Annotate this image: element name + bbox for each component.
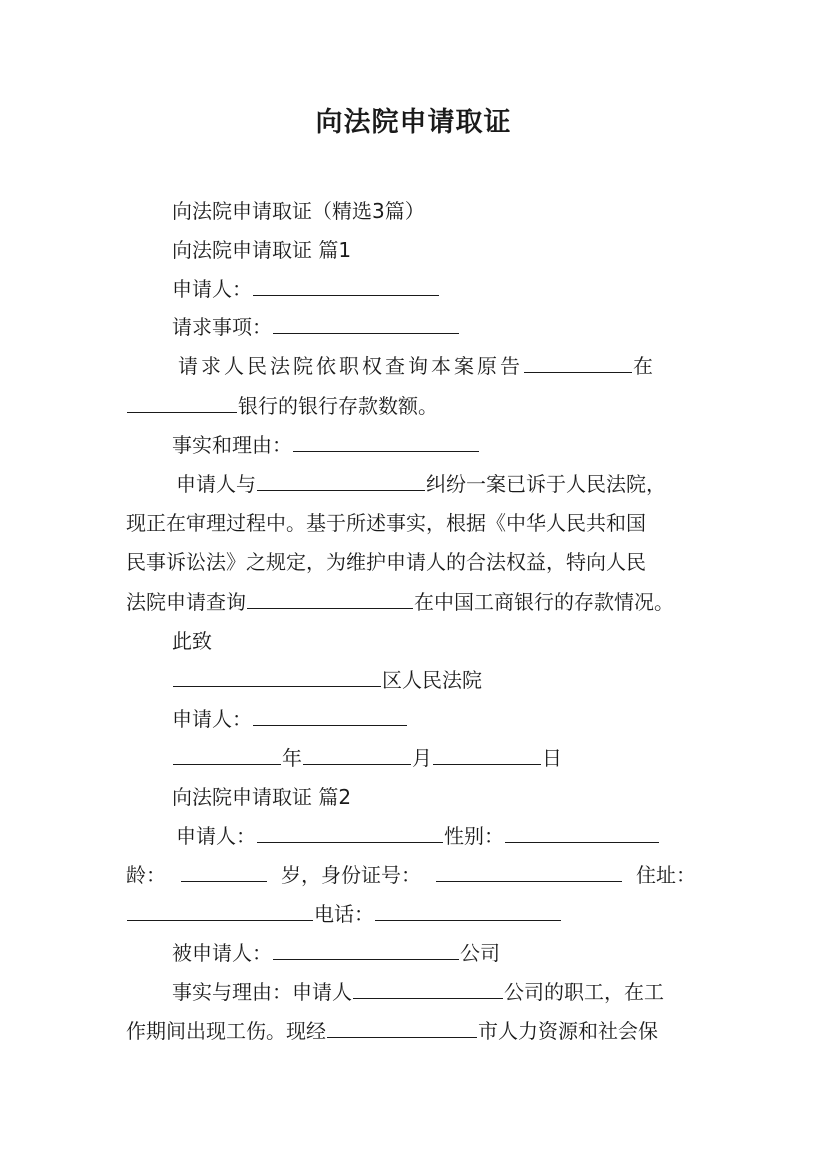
facts-line-2: 现正在审理过程中。基于所述事实，根据《中华人民共和国 bbox=[126, 511, 646, 535]
p2-facts-b: 公司的职工，在工 bbox=[504, 980, 664, 1004]
facts-line-1 bbox=[176, 471, 666, 497]
sign-label: 申请人： bbox=[172, 707, 252, 731]
facts-line-3: 民事诉讼法》之规定，为维护申请人的合法权益，特向人民 bbox=[126, 550, 646, 574]
party-blank bbox=[257, 471, 425, 491]
employer-blank bbox=[353, 979, 503, 999]
month-blank bbox=[303, 745, 411, 765]
sign-line bbox=[172, 706, 408, 732]
city-blank bbox=[327, 1018, 477, 1038]
p2-facts-line-2 bbox=[126, 1018, 658, 1044]
year-blank bbox=[173, 745, 281, 765]
facts-line4-a: 法院申请查询 bbox=[126, 590, 246, 614]
date-line bbox=[172, 745, 562, 771]
document-title: 向法院申请取证 bbox=[315, 107, 512, 138]
respondent-label: 被申请人： bbox=[172, 941, 272, 965]
bank-blank bbox=[127, 393, 237, 413]
applicant-line bbox=[172, 276, 440, 302]
p2-applicant-label: 申请人： bbox=[176, 824, 256, 848]
court-blank bbox=[173, 667, 381, 687]
p2-facts-a: 事实与理由：申请人 bbox=[172, 980, 352, 1004]
p2-facts-line-1 bbox=[172, 979, 664, 1005]
section-heading-1: 向法院申请取证 篇1 bbox=[172, 238, 352, 262]
court-label: 区人民法院 bbox=[382, 668, 482, 692]
facts-blank bbox=[293, 432, 479, 452]
bank-line bbox=[126, 393, 438, 419]
p2-applicant-line bbox=[176, 823, 660, 849]
p2-applicant-blank bbox=[257, 823, 443, 843]
month-label: 月 bbox=[412, 746, 432, 770]
gender-label: 性别： bbox=[444, 824, 504, 848]
year-label: 年 bbox=[282, 746, 302, 770]
age-label: 龄： bbox=[126, 863, 166, 887]
sign-blank bbox=[253, 706, 407, 726]
request-text-b: 在 bbox=[633, 354, 656, 378]
plaintiff-blank bbox=[524, 353, 632, 373]
address-blank bbox=[127, 901, 313, 921]
applicant-label: 申请人： bbox=[172, 277, 252, 301]
request-text-a: 请求人民法院依职权查询本案原告 bbox=[178, 354, 523, 378]
request-text-line bbox=[178, 353, 656, 379]
p2-id-line bbox=[126, 862, 696, 888]
applicant-blank bbox=[253, 276, 439, 296]
request-blank bbox=[273, 314, 459, 334]
age-blank bbox=[181, 862, 267, 882]
phone-label: 电话： bbox=[314, 902, 374, 926]
facts-line4-b: 在中国工商银行的存款情况。 bbox=[414, 590, 674, 614]
id-label: 岁，身份证号： bbox=[281, 863, 421, 887]
intro-line: 向法院申请取证（精选3篇） bbox=[172, 199, 425, 223]
salutation: 此致 bbox=[172, 629, 212, 653]
facts-line-4 bbox=[126, 589, 674, 615]
id-blank bbox=[436, 862, 622, 882]
p2-facts-d: 市人力资源和社会保 bbox=[478, 1019, 658, 1043]
gender-blank bbox=[505, 823, 659, 843]
facts-label-line bbox=[172, 432, 480, 458]
facts-b: 纠纷一案已诉于人民法院， bbox=[426, 472, 666, 496]
day-blank bbox=[433, 745, 541, 765]
request-text-c: 银行的银行存款数额。 bbox=[238, 394, 438, 418]
facts-a: 申请人与 bbox=[176, 472, 256, 496]
address-label: 住址： bbox=[636, 863, 696, 887]
respondent-line bbox=[172, 940, 500, 966]
section-heading-2: 向法院申请取证 篇2 bbox=[172, 785, 352, 809]
p2-address-line bbox=[126, 901, 562, 927]
query-blank bbox=[247, 589, 413, 609]
phone-blank bbox=[375, 901, 561, 921]
respondent-blank bbox=[273, 940, 459, 960]
day-label: 日 bbox=[542, 746, 562, 770]
p2-facts-c: 作期间出现工伤。现经 bbox=[126, 1019, 326, 1043]
request-label: 请求事项： bbox=[172, 315, 272, 339]
court-line bbox=[172, 667, 482, 693]
facts-label: 事实和理由： bbox=[172, 433, 292, 457]
company-label: 公司 bbox=[460, 941, 500, 965]
request-line bbox=[172, 314, 460, 340]
